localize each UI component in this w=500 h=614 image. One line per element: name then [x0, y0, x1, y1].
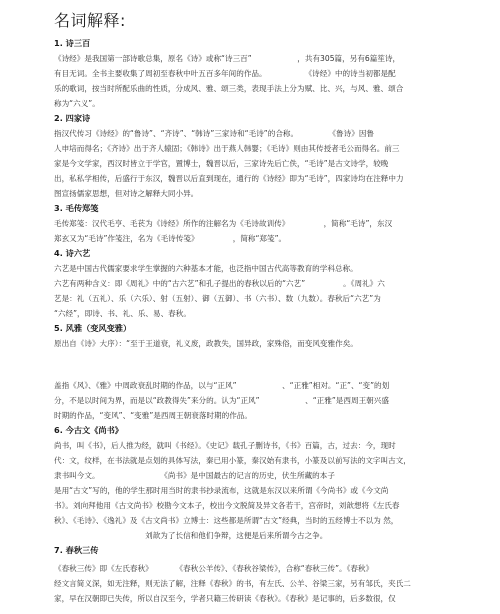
- body-line: 艺是：礼（五礼）、乐（六乐）、射（五射）、御（五御）、书（六书）、数（九数）。春秋后“六艺”为: [54, 294, 381, 303]
- body-line: 代：文，纹样，在书法就是点划的具体写法，秦已用小篆，秦汉始有隶书，小篆及以前写法的文字叫古文，: [54, 456, 411, 465]
- body-line: 家，早在汉朝即已失传，所以自汉至今，学者只籍三传研读《春秋》。《春秋》是记事的，后多数很，仅: [54, 594, 396, 603]
- section-heading-1: 1. 诗三百: [54, 38, 91, 48]
- body-line: 隶书叫今文。 《尚书》是中国最古的记言的历史，伏生所藏的本子: [54, 471, 335, 480]
- body-line: 秋》、《毛诗》、《逸礼》及《古文尚书》立博士：这些都是所谓“古文”经典，当时的五经博士不以为 然，: [54, 516, 399, 525]
- body-line: 原出自《诗》大序）：“至于王道衰，礼义废，政教失，国异政，家殊俗，而变风变雅作矣。: [54, 339, 358, 348]
- body-line: 毛传郑笺：汉代毛亨、毛苌为《诗经》所作的注解名为《毛诗故训传》 ，简称“毛诗”，东汉: [54, 219, 393, 228]
- body-line: 有目无词。全书主要收集了周初至春秋中叶五百多年间的作品。 《诗经》中的诗当初都是配: [54, 69, 396, 78]
- body-line: 人申培而得名；《齐诗》出于齐人辕固；《韩诗》出于燕人韩婴；《毛诗》则由其传授者毛公而得名。前三: [54, 144, 400, 153]
- body-line: 《春秋三传》即《左氏春秋》 《春秋公羊传》、《春秋谷梁传》，合称“春秋三传”。《春秋》: [54, 564, 374, 573]
- body-line: 六艺是中国古代儒家要求学生掌握的六种基本才能，也泛指中国古代高等教育的学科总称。: [54, 264, 358, 273]
- body-line: 经文言简义深，如无注释，则无法了解，注释《春秋》的书，有左氏、公羊、谷梁三家，另有邹氏，夹氏二: [54, 579, 411, 588]
- section-heading-2: 2. 四家诗: [54, 113, 91, 123]
- body-line: 出，私私学相传，后盛行于东汉，魏晋以后直到现在，通行的《诗经》即为“毛诗”，四家诗均在注释中力: [54, 174, 404, 183]
- section-heading-5: 5. 风雅（变风变雅）: [54, 323, 132, 333]
- body-line: 图宣扬儒家思想，但对诗之解释大同小异。: [54, 189, 199, 198]
- body-line: 六艺有两种含义：即《周礼》中的“古六艺”和孔子提出的春秋以后的“六艺” 。《周礼》六: [54, 279, 385, 288]
- section-heading-3: 3. 毛传郑笺: [54, 203, 99, 213]
- page-title: 名词解释:: [54, 11, 126, 30]
- body-line: 尚书，叫《书》，后人推为经，就叫《书经》。《史记》载孔子删诗书，《书》百篇，古，过去：今，现时: [54, 441, 396, 450]
- body-line: 盖指《风》、《雅》中周政衰乱时期的作品，以与“正风” 、“正雅”相对。“正”、“变”的划: [54, 381, 390, 390]
- body-line: 分，不是以时间为界，而是以“政教得失”来分的。认为“正风” 、“正雅”是西周王朝兴盛: [54, 396, 389, 405]
- body-line: 书》。刘向拜他用《古文尚书》校勘今文本子，校出今文脱简及异文各若干，宫帝时，刘歆想将《左氏春: [54, 501, 400, 510]
- section-heading-7: 7. 春秋三传: [54, 545, 99, 555]
- section-heading-6: 6. 今古文《尚书》: [54, 425, 123, 435]
- body-line: 乐的歌词，按当时所配乐曲的性质，分成风、雅、颂三类，表现手法上分为赋、比、兴，与风、雅、颂合: [54, 84, 404, 93]
- body-line: 时期的作品，“变风”、“变雅”是西周王朝衰落时期的作品。: [54, 411, 252, 420]
- body-line: 是用“古文”写的，他的学生那时用当时的隶书抄录流布，这就是东汉以来所谓《今尚书》或《今文尚: [54, 486, 389, 495]
- body-line: 郑玄又为“毛诗”作笺注，名为《毛诗传笺》 ，简称“郑笺”。: [54, 234, 287, 243]
- body-line: 《诗经》是我国第一部诗歌总集，原名《诗》或称“诗三百” ，共有305篇，另有6篇笙诗，: [54, 54, 401, 63]
- body-line: 刘歆为了长信和他们争辩，这便是后来所谓今古之争。: [54, 531, 328, 540]
- body-line: “六经”，即诗、书、礼、乐、易、春秋。: [54, 309, 191, 318]
- body-line: 家是今文学家，西汉时皆立于学官，置博士，魏晋以后，三家诗先后亡佚，“毛诗”是古文诗学，较晚: [54, 159, 389, 168]
- body-line: 称为“六义”。: [54, 99, 100, 108]
- section-heading-4: 4. 诗六艺: [54, 248, 91, 258]
- body-line: 指汉代传习《诗经》的“鲁诗”、“齐诗”、“韩诗”三家诗和“毛诗”的合称。 《鲁诗》因鲁: [54, 129, 375, 138]
